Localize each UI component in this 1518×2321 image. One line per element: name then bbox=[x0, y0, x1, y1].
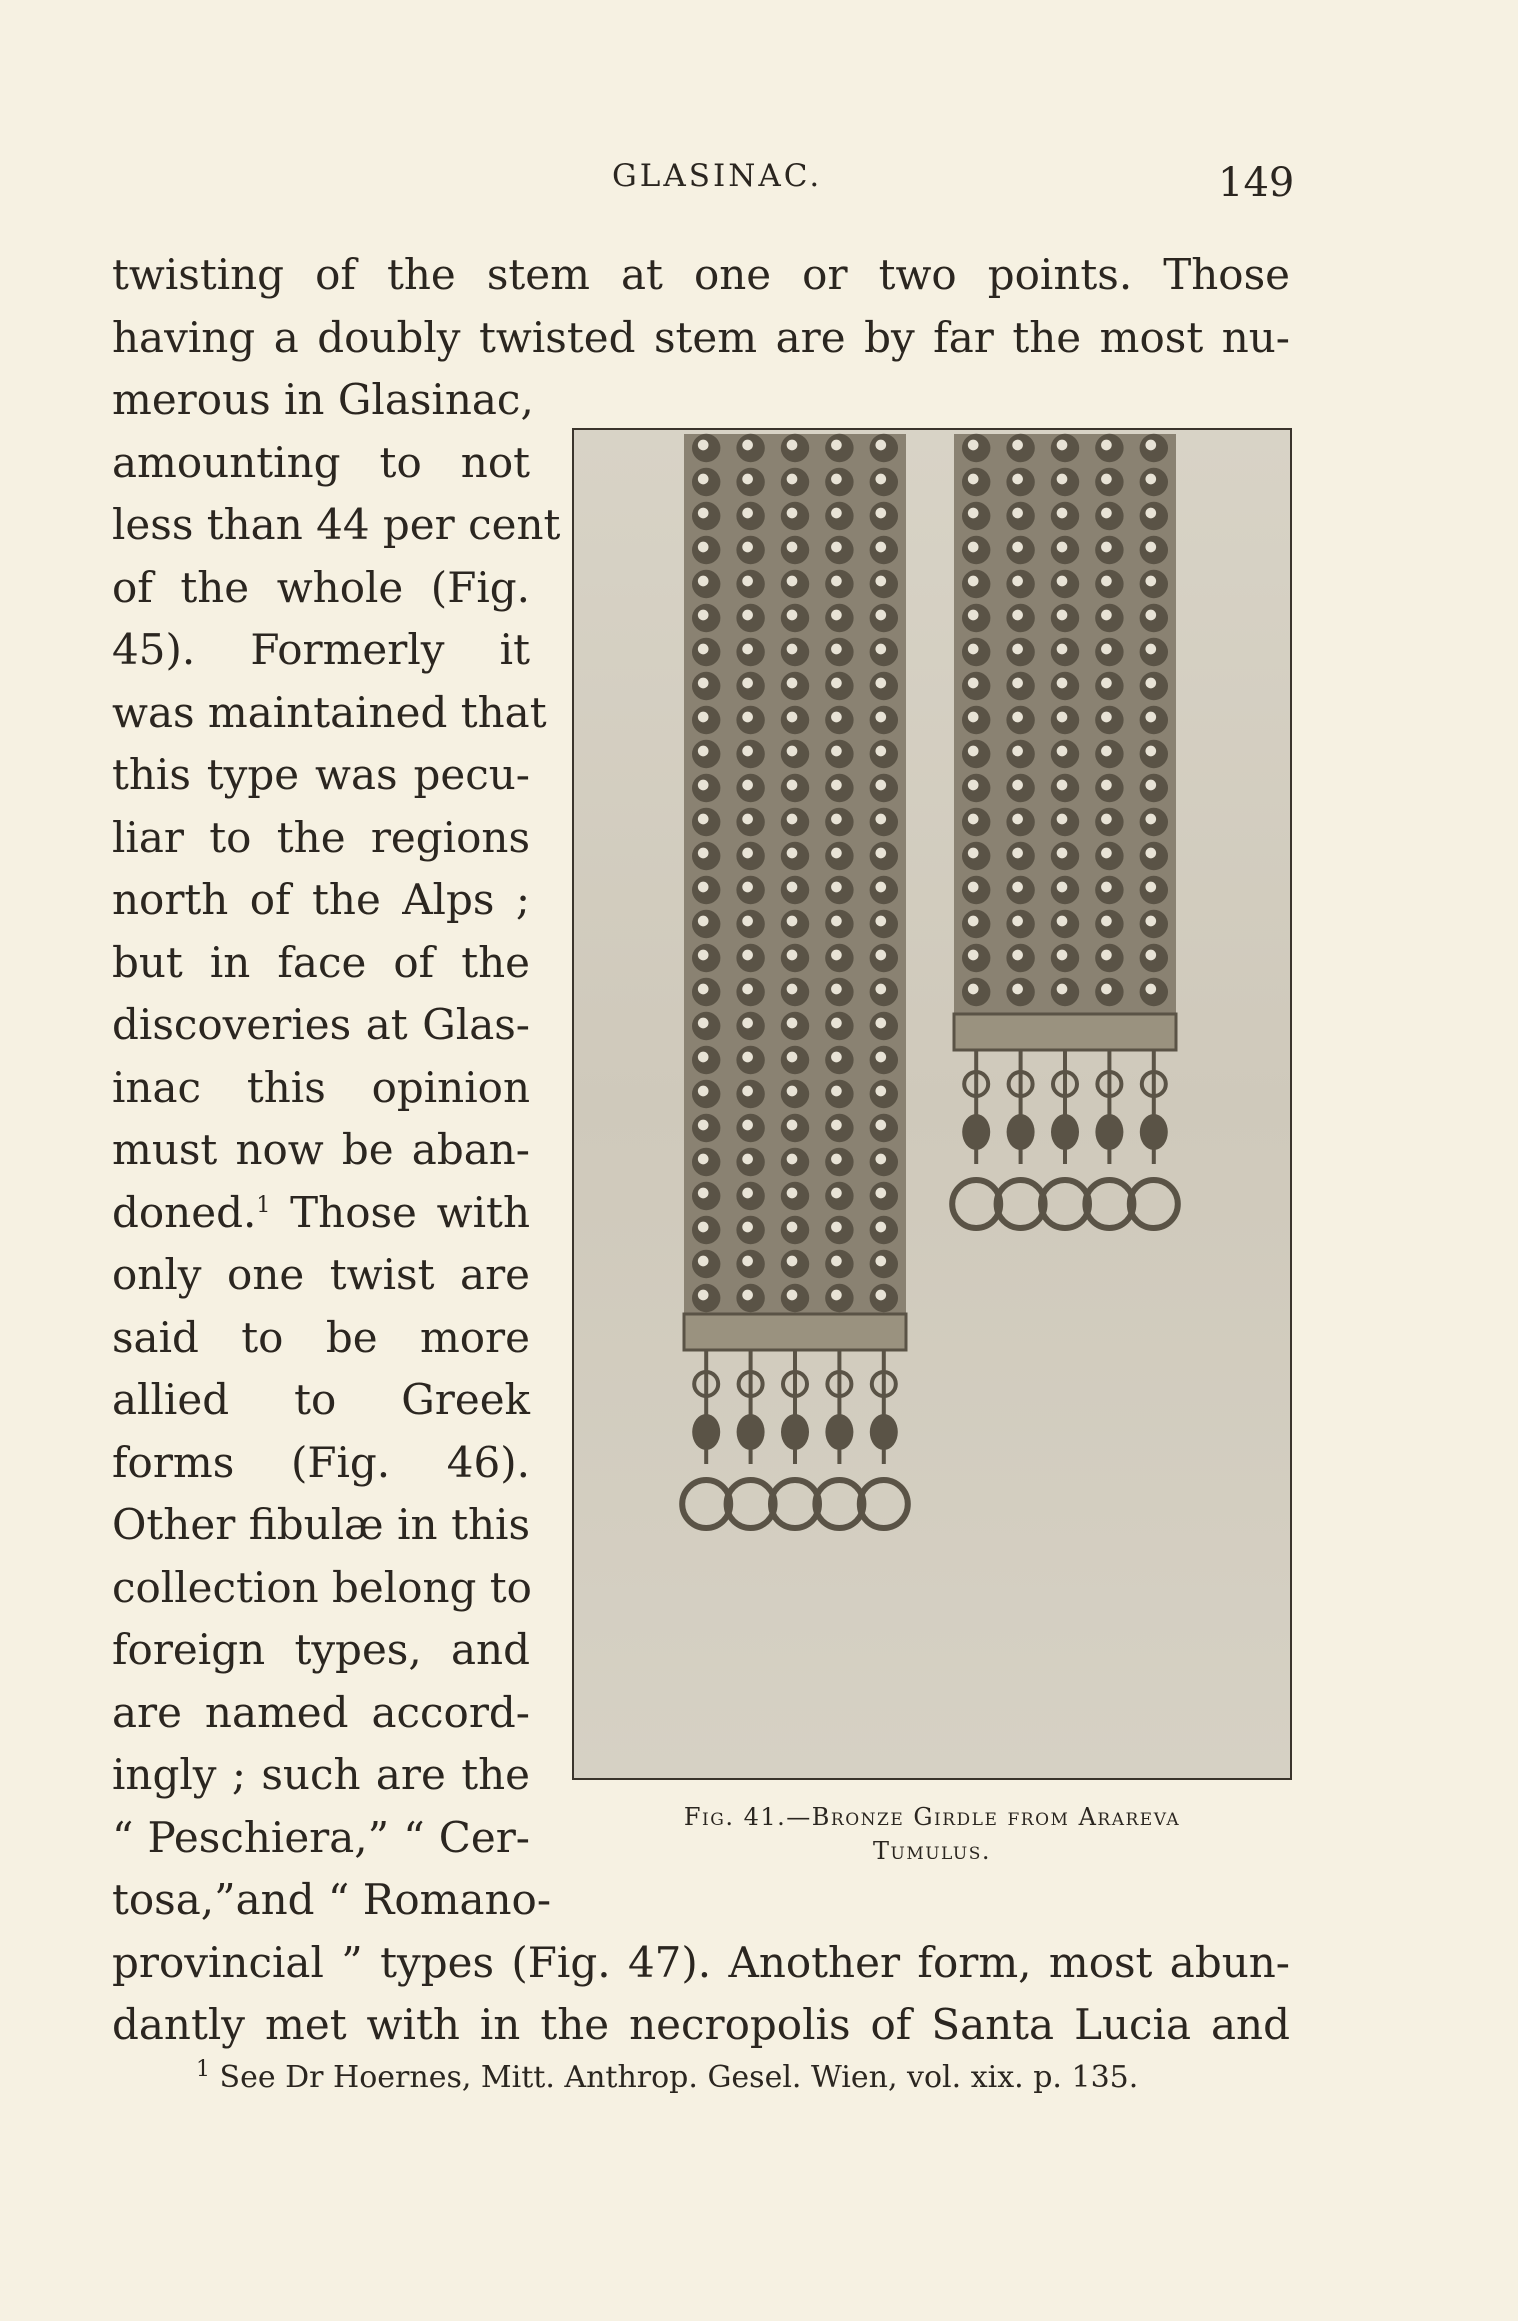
right-pendant-ring bbox=[1085, 1180, 1133, 1228]
left-strap-stud-highlight bbox=[831, 1290, 842, 1301]
right-strap-stud-highlight bbox=[1101, 474, 1112, 485]
body-line: less than 44 per cent bbox=[112, 500, 561, 549]
caption-line: Fig. 41.—Bronze Girdle from Arareva bbox=[683, 1803, 1181, 1831]
footnote-marker: 1 bbox=[196, 2057, 210, 2082]
right-strap-stud-highlight bbox=[968, 576, 979, 587]
right-strap-stud-highlight bbox=[968, 678, 979, 689]
right-strap-stud-highlight bbox=[1057, 474, 1068, 485]
left-strap-stud-highlight bbox=[742, 984, 753, 995]
left-strap-stud-highlight bbox=[831, 814, 842, 825]
left-strap-stud-highlight bbox=[875, 746, 886, 757]
left-strap-stud-highlight bbox=[698, 542, 709, 553]
left-strap-stud-highlight bbox=[742, 542, 753, 553]
left-pendant-bead bbox=[737, 1414, 765, 1450]
left-strap-stud-highlight bbox=[875, 916, 886, 927]
left-strap-stud-highlight bbox=[698, 746, 709, 757]
right-strap-stud-highlight bbox=[968, 474, 979, 485]
left-strap-stud-highlight bbox=[698, 1256, 709, 1267]
left-strap-stud-highlight bbox=[742, 780, 753, 791]
left-strap-stud-highlight bbox=[787, 950, 798, 961]
left-strap-stud-highlight bbox=[698, 440, 709, 451]
left-strap-stud-highlight bbox=[787, 916, 798, 927]
left-strap-stud-highlight bbox=[742, 746, 753, 757]
left-strap-stud-highlight bbox=[787, 746, 798, 757]
left-strap-stud-highlight bbox=[787, 576, 798, 587]
left-strap-stud-highlight bbox=[698, 1222, 709, 1233]
right-pendant-bead bbox=[1140, 1114, 1168, 1150]
body-line: “ Peschiera,” “ Cer- bbox=[112, 1812, 530, 1862]
body-line: twisting of the stem at one or two points. Those bbox=[112, 250, 1290, 299]
right-pendant-ring bbox=[952, 1180, 1000, 1228]
right-strap-stud-highlight bbox=[968, 542, 979, 553]
right-strap-stud-highlight bbox=[1057, 950, 1068, 961]
left-strap-stud-highlight bbox=[742, 1222, 753, 1233]
right-strap-stud-highlight bbox=[1101, 644, 1112, 655]
left-strap-stud-highlight bbox=[742, 678, 753, 689]
left-strap-stud-highlight bbox=[831, 610, 842, 621]
body-line: tosa,”and “ Romano- bbox=[112, 1875, 552, 1924]
right-strap-stud-highlight bbox=[1101, 508, 1112, 519]
left-strap-stud-highlight bbox=[787, 678, 798, 689]
left-pendant-ring bbox=[860, 1480, 908, 1528]
body-line: 45). Formerly it bbox=[112, 625, 530, 674]
left-strap-stud-highlight bbox=[742, 916, 753, 927]
right-strap-stud-highlight bbox=[1145, 474, 1156, 485]
right-strap-stud-highlight bbox=[1057, 882, 1068, 893]
left-strap-stud-highlight bbox=[875, 848, 886, 859]
left-strap-stud-highlight bbox=[831, 508, 842, 519]
left-strap-stud-highlight bbox=[875, 440, 886, 451]
left-strap-stud-highlight bbox=[698, 474, 709, 485]
right-strap-stud-highlight bbox=[1145, 848, 1156, 859]
left-strap-stud-highlight bbox=[787, 1052, 798, 1063]
left-strap-stud-highlight bbox=[875, 1256, 886, 1267]
left-strap-stud-highlight bbox=[875, 474, 886, 485]
page-number: 149 bbox=[1218, 160, 1295, 206]
right-strap-stud-highlight bbox=[1057, 984, 1068, 995]
right-strap-stud-highlight bbox=[968, 916, 979, 927]
left-strap-stud-highlight bbox=[698, 916, 709, 927]
right-strap-stud-highlight bbox=[1145, 440, 1156, 451]
left-strap-stud-highlight bbox=[787, 474, 798, 485]
right-strap-stud-highlight bbox=[968, 814, 979, 825]
left-strap-stud-highlight bbox=[875, 984, 886, 995]
right-strap-stud-highlight bbox=[968, 950, 979, 961]
left-strap-stud-highlight bbox=[787, 508, 798, 519]
body-line: of the whole (Fig. bbox=[112, 562, 530, 612]
left-strap-stud-highlight bbox=[875, 1120, 886, 1131]
left-strap-stud-highlight bbox=[831, 474, 842, 485]
left-strap-stud-highlight bbox=[787, 712, 798, 723]
right-strap-stud-highlight bbox=[968, 644, 979, 655]
right-strap-stud-highlight bbox=[1057, 576, 1068, 587]
right-strap-stud-highlight bbox=[1012, 576, 1023, 587]
left-strap-stud-highlight bbox=[875, 644, 886, 655]
left-strap-stud-highlight bbox=[742, 474, 753, 485]
figure-caption bbox=[570, 1800, 1294, 1868]
left-strap-stud-highlight bbox=[742, 610, 753, 621]
right-strap-stud-highlight bbox=[1057, 678, 1068, 689]
left-strap-stud-highlight bbox=[698, 678, 709, 689]
left-strap-stud-highlight bbox=[698, 508, 709, 519]
body-line: having a doubly twisted stem are by far the most nu- bbox=[112, 312, 1290, 362]
left-strap-stud-highlight bbox=[787, 1188, 798, 1199]
left-strap-stud-highlight bbox=[875, 814, 886, 825]
left-strap-stud-highlight bbox=[831, 1052, 842, 1063]
left-strap-stud-highlight bbox=[787, 780, 798, 791]
footnote bbox=[196, 2057, 1139, 2095]
right-strap-stud-highlight bbox=[1101, 440, 1112, 451]
body-line: forms (Fig. 46). bbox=[112, 1437, 530, 1487]
left-strap-stud-highlight bbox=[698, 780, 709, 791]
footnote-text: See Dr Hoernes, Mitt. Anthrop. Gesel. Wien, vol. xix. p. 135. bbox=[210, 2060, 1139, 2095]
left-strap-stud-highlight bbox=[875, 950, 886, 961]
left-strap-stud-highlight bbox=[787, 542, 798, 553]
left-strap-stud-highlight bbox=[831, 848, 842, 859]
left-strap-stud-highlight bbox=[831, 1256, 842, 1267]
left-strap-stud-highlight bbox=[742, 848, 753, 859]
right-strap-stud-highlight bbox=[1101, 984, 1112, 995]
right-strap-stud-highlight bbox=[1145, 678, 1156, 689]
body-line: this type was pecu- bbox=[112, 750, 530, 799]
left-strap-stud-highlight bbox=[742, 712, 753, 723]
left-strap-stud-highlight bbox=[875, 1086, 886, 1097]
body-line-rest: Those with bbox=[270, 1187, 530, 1237]
left-strap-stud-highlight bbox=[742, 1290, 753, 1301]
left-strap-stud-highlight bbox=[787, 1154, 798, 1165]
right-strap-stud-highlight bbox=[1145, 814, 1156, 825]
right-strap-stud-highlight bbox=[1057, 814, 1068, 825]
right-pendant-ring bbox=[1130, 1180, 1178, 1228]
right-strap-stud-highlight bbox=[1101, 542, 1112, 553]
left-pendant-bar bbox=[684, 1314, 906, 1350]
left-strap-stud-highlight bbox=[742, 950, 753, 961]
left-strap-stud-highlight bbox=[698, 1120, 709, 1131]
right-strap-stud-highlight bbox=[1012, 746, 1023, 757]
right-strap-stud-highlight bbox=[1057, 508, 1068, 519]
right-strap-stud-highlight bbox=[1057, 644, 1068, 655]
right-strap-stud-highlight bbox=[968, 440, 979, 451]
left-strap-stud-highlight bbox=[698, 814, 709, 825]
right-strap-stud-highlight bbox=[1012, 848, 1023, 859]
right-strap-stud-highlight bbox=[968, 508, 979, 519]
left-strap-stud-highlight bbox=[742, 1018, 753, 1029]
right-strap-stud-highlight bbox=[1012, 440, 1023, 451]
right-pendant-bead bbox=[1095, 1114, 1123, 1150]
left-strap-stud-highlight bbox=[787, 644, 798, 655]
body-line: must now be aban- bbox=[112, 1125, 530, 1174]
right-strap-stud-highlight bbox=[1145, 542, 1156, 553]
left-strap-stud-highlight bbox=[742, 1052, 753, 1063]
body-line: amounting to not bbox=[112, 437, 530, 487]
right-strap-stud-highlight bbox=[1057, 542, 1068, 553]
right-strap-stud-highlight bbox=[1057, 746, 1068, 757]
left-strap-stud-highlight bbox=[875, 780, 886, 791]
left-strap-stud-highlight bbox=[831, 1154, 842, 1165]
left-strap-stud-highlight bbox=[787, 440, 798, 451]
left-pendant-ring bbox=[727, 1480, 775, 1528]
right-strap-stud-highlight bbox=[1101, 780, 1112, 791]
left-strap-stud-highlight bbox=[698, 950, 709, 961]
body-line: Other fibulæ in this bbox=[112, 1500, 530, 1549]
left-strap-stud-highlight bbox=[875, 542, 886, 553]
right-strap-stud-highlight bbox=[1012, 780, 1023, 791]
left-strap-stud-highlight bbox=[787, 984, 798, 995]
right-strap-stud-highlight bbox=[1012, 882, 1023, 893]
right-strap-stud-highlight bbox=[1012, 474, 1023, 485]
left-strap-stud-highlight bbox=[742, 440, 753, 451]
left-strap-stud-highlight bbox=[831, 542, 842, 553]
right-strap-stud-highlight bbox=[1101, 610, 1112, 621]
left-strap-stud-highlight bbox=[787, 1120, 798, 1131]
left-strap-stud-highlight bbox=[742, 1086, 753, 1097]
right-strap-stud-highlight bbox=[968, 882, 979, 893]
right-strap-stud-highlight bbox=[1101, 950, 1112, 961]
right-strap-stud-highlight bbox=[968, 712, 979, 723]
body-line-with-note bbox=[112, 1182, 530, 1245]
left-strap-stud-highlight bbox=[742, 508, 753, 519]
left-strap-stud-highlight bbox=[742, 1154, 753, 1165]
left-strap-stud-highlight bbox=[875, 576, 886, 587]
right-strap-stud-highlight bbox=[1012, 984, 1023, 995]
left-strap-stud-highlight bbox=[831, 780, 842, 791]
left-strap-stud-highlight bbox=[698, 1188, 709, 1199]
right-strap-stud-highlight bbox=[1012, 814, 1023, 825]
right-strap-stud-highlight bbox=[1012, 950, 1023, 961]
right-strap-stud-highlight bbox=[1145, 508, 1156, 519]
left-strap-stud-highlight bbox=[831, 984, 842, 995]
body-line: discoveries at Glas- bbox=[112, 1000, 530, 1049]
left-pendant-ring bbox=[682, 1480, 730, 1528]
left-strap-stud-highlight bbox=[787, 882, 798, 893]
right-strap-stud-highlight bbox=[968, 780, 979, 791]
body-line: allied to Greek bbox=[112, 1375, 530, 1424]
right-strap-stud-highlight bbox=[1145, 984, 1156, 995]
right-strap-stud-highlight bbox=[1145, 916, 1156, 927]
left-strap-stud-highlight bbox=[698, 1290, 709, 1301]
right-strap-stud-highlight bbox=[1057, 848, 1068, 859]
right-strap-stud-highlight bbox=[1012, 712, 1023, 723]
right-strap-stud-highlight bbox=[1145, 882, 1156, 893]
left-strap-stud-highlight bbox=[875, 678, 886, 689]
left-strap-stud-highlight bbox=[698, 1154, 709, 1165]
right-strap-stud-highlight bbox=[1101, 576, 1112, 587]
left-strap-stud-highlight bbox=[831, 644, 842, 655]
left-strap-stud-highlight bbox=[831, 1188, 842, 1199]
left-strap-stud-highlight bbox=[742, 1188, 753, 1199]
left-strap-stud-highlight bbox=[787, 1222, 798, 1233]
body-line: foreign types, and bbox=[112, 1625, 530, 1674]
body-line: merous in Glasinac, bbox=[112, 375, 534, 424]
right-strap-stud-highlight bbox=[1057, 440, 1068, 451]
right-strap-stud-highlight bbox=[1101, 712, 1112, 723]
figure-bronze-girdle bbox=[572, 428, 1292, 1780]
body-line: was maintained that bbox=[112, 687, 547, 737]
left-strap-stud-highlight bbox=[787, 1086, 798, 1097]
left-strap-stud-highlight bbox=[787, 1018, 798, 1029]
right-strap-stud-highlight bbox=[968, 746, 979, 757]
right-strap-stud-highlight bbox=[1145, 950, 1156, 961]
body-line: ingly ; such are the bbox=[112, 1750, 530, 1799]
left-strap-stud-highlight bbox=[698, 984, 709, 995]
left-strap-stud-highlight bbox=[831, 1018, 842, 1029]
left-strap-stud-highlight bbox=[698, 848, 709, 859]
left-strap-stud-highlight bbox=[742, 882, 753, 893]
left-strap-stud-highlight bbox=[742, 1256, 753, 1267]
left-pendant-ring bbox=[815, 1480, 863, 1528]
right-strap-stud-highlight bbox=[1101, 678, 1112, 689]
left-strap-stud-highlight bbox=[831, 1120, 842, 1131]
left-strap-stud-highlight bbox=[787, 848, 798, 859]
left-strap-stud-highlight bbox=[875, 1154, 886, 1165]
body-line: but in face of the bbox=[112, 937, 530, 987]
right-strap-stud-highlight bbox=[1012, 678, 1023, 689]
left-strap-stud-highlight bbox=[831, 950, 842, 961]
right-strap-stud-highlight bbox=[1145, 576, 1156, 587]
right-strap-stud-highlight bbox=[1012, 508, 1023, 519]
left-strap-stud-highlight bbox=[698, 712, 709, 723]
left-strap-stud-highlight bbox=[875, 610, 886, 621]
right-pendant-bead bbox=[1007, 1114, 1035, 1150]
left-strap-stud-highlight bbox=[698, 1052, 709, 1063]
left-strap-stud-highlight bbox=[698, 644, 709, 655]
right-pendant-bead bbox=[1051, 1114, 1079, 1150]
left-strap-stud-highlight bbox=[742, 814, 753, 825]
body-line: collection belong to bbox=[112, 1562, 532, 1612]
left-strap-stud-highlight bbox=[698, 1086, 709, 1097]
left-strap-stud-highlight bbox=[698, 576, 709, 587]
body-line: are named accord- bbox=[112, 1687, 530, 1737]
body-line: said to be more bbox=[112, 1312, 530, 1362]
right-strap-stud-highlight bbox=[1012, 644, 1023, 655]
caption-line: Tumulus. bbox=[872, 1837, 992, 1865]
left-strap-stud-highlight bbox=[831, 712, 842, 723]
left-strap-stud-highlight bbox=[698, 882, 709, 893]
right-pendant-bead bbox=[962, 1114, 990, 1150]
left-strap-stud-highlight bbox=[742, 1120, 753, 1131]
left-strap-stud-highlight bbox=[698, 610, 709, 621]
running-head: GLASINAC. bbox=[612, 158, 823, 194]
right-strap-stud-highlight bbox=[968, 848, 979, 859]
right-strap-stud-highlight bbox=[1101, 916, 1112, 927]
body-line: liar to the regions bbox=[112, 812, 530, 862]
left-strap-stud-highlight bbox=[831, 440, 842, 451]
left-strap-stud-highlight bbox=[875, 882, 886, 893]
right-strap-stud-highlight bbox=[1101, 746, 1112, 757]
left-strap-stud-highlight bbox=[875, 1188, 886, 1199]
right-strap-stud-highlight bbox=[1057, 712, 1068, 723]
right-strap-stud-highlight bbox=[1101, 882, 1112, 893]
left-strap-stud-highlight bbox=[875, 1222, 886, 1233]
left-pendant-bead bbox=[870, 1414, 898, 1450]
left-strap-stud-highlight bbox=[787, 814, 798, 825]
body-line-start: doned. bbox=[112, 1187, 257, 1237]
right-strap-stud-highlight bbox=[1057, 780, 1068, 791]
body-line: north of the Alps ; bbox=[112, 875, 530, 924]
left-strap-stud-highlight bbox=[831, 882, 842, 893]
footnote-reference: 1 bbox=[256, 1192, 271, 1218]
right-strap-stud-highlight bbox=[1101, 814, 1112, 825]
left-strap-stud-highlight bbox=[787, 1256, 798, 1267]
left-strap-stud-highlight bbox=[831, 916, 842, 927]
left-strap-stud-highlight bbox=[787, 1290, 798, 1301]
right-strap-stud-highlight bbox=[1012, 610, 1023, 621]
right-strap-stud-highlight bbox=[1101, 848, 1112, 859]
right-pendant-ring bbox=[1041, 1180, 1089, 1228]
right-strap-stud-highlight bbox=[968, 610, 979, 621]
left-pendant-bead bbox=[825, 1414, 853, 1450]
left-strap-stud-highlight bbox=[698, 1018, 709, 1029]
left-strap-stud-highlight bbox=[875, 712, 886, 723]
right-pendant-bar bbox=[954, 1014, 1176, 1050]
left-strap-stud-highlight bbox=[831, 1086, 842, 1097]
right-pendant-ring bbox=[997, 1180, 1045, 1228]
left-strap-stud-highlight bbox=[831, 576, 842, 587]
left-pendant-bead bbox=[692, 1414, 720, 1450]
body-line: dantly met with in the necropolis of Santa Lucia and bbox=[112, 2000, 1290, 2049]
right-strap-stud-highlight bbox=[968, 984, 979, 995]
left-strap-stud-highlight bbox=[742, 644, 753, 655]
right-strap-stud-highlight bbox=[1012, 916, 1023, 927]
left-pendant-ring bbox=[771, 1480, 819, 1528]
right-strap-stud-highlight bbox=[1057, 610, 1068, 621]
left-strap-stud-highlight bbox=[787, 610, 798, 621]
left-strap-stud-highlight bbox=[831, 1222, 842, 1233]
right-strap-stud-highlight bbox=[1145, 712, 1156, 723]
body-line: only one twist are bbox=[112, 1250, 530, 1299]
left-pendant-bead bbox=[781, 1414, 809, 1450]
left-strap-stud-highlight bbox=[742, 576, 753, 587]
left-strap-stud-highlight bbox=[875, 1290, 886, 1301]
right-strap-stud-highlight bbox=[1145, 746, 1156, 757]
right-strap-stud-highlight bbox=[1012, 542, 1023, 553]
right-strap-stud-highlight bbox=[1057, 916, 1068, 927]
left-strap-stud-highlight bbox=[831, 746, 842, 757]
left-strap-stud-highlight bbox=[875, 508, 886, 519]
left-strap-stud-highlight bbox=[831, 678, 842, 689]
body-line: provincial ” types (Fig. 47). Another form, most abun- bbox=[112, 1937, 1290, 1987]
left-strap-stud-highlight bbox=[875, 1052, 886, 1063]
body-line: inac this opinion bbox=[112, 1062, 530, 1112]
right-strap-stud-highlight bbox=[1145, 780, 1156, 791]
girdle-illustration bbox=[574, 430, 1290, 1778]
right-strap-stud-highlight bbox=[1145, 610, 1156, 621]
left-strap-stud-highlight bbox=[875, 1018, 886, 1029]
right-strap-stud-highlight bbox=[1145, 644, 1156, 655]
